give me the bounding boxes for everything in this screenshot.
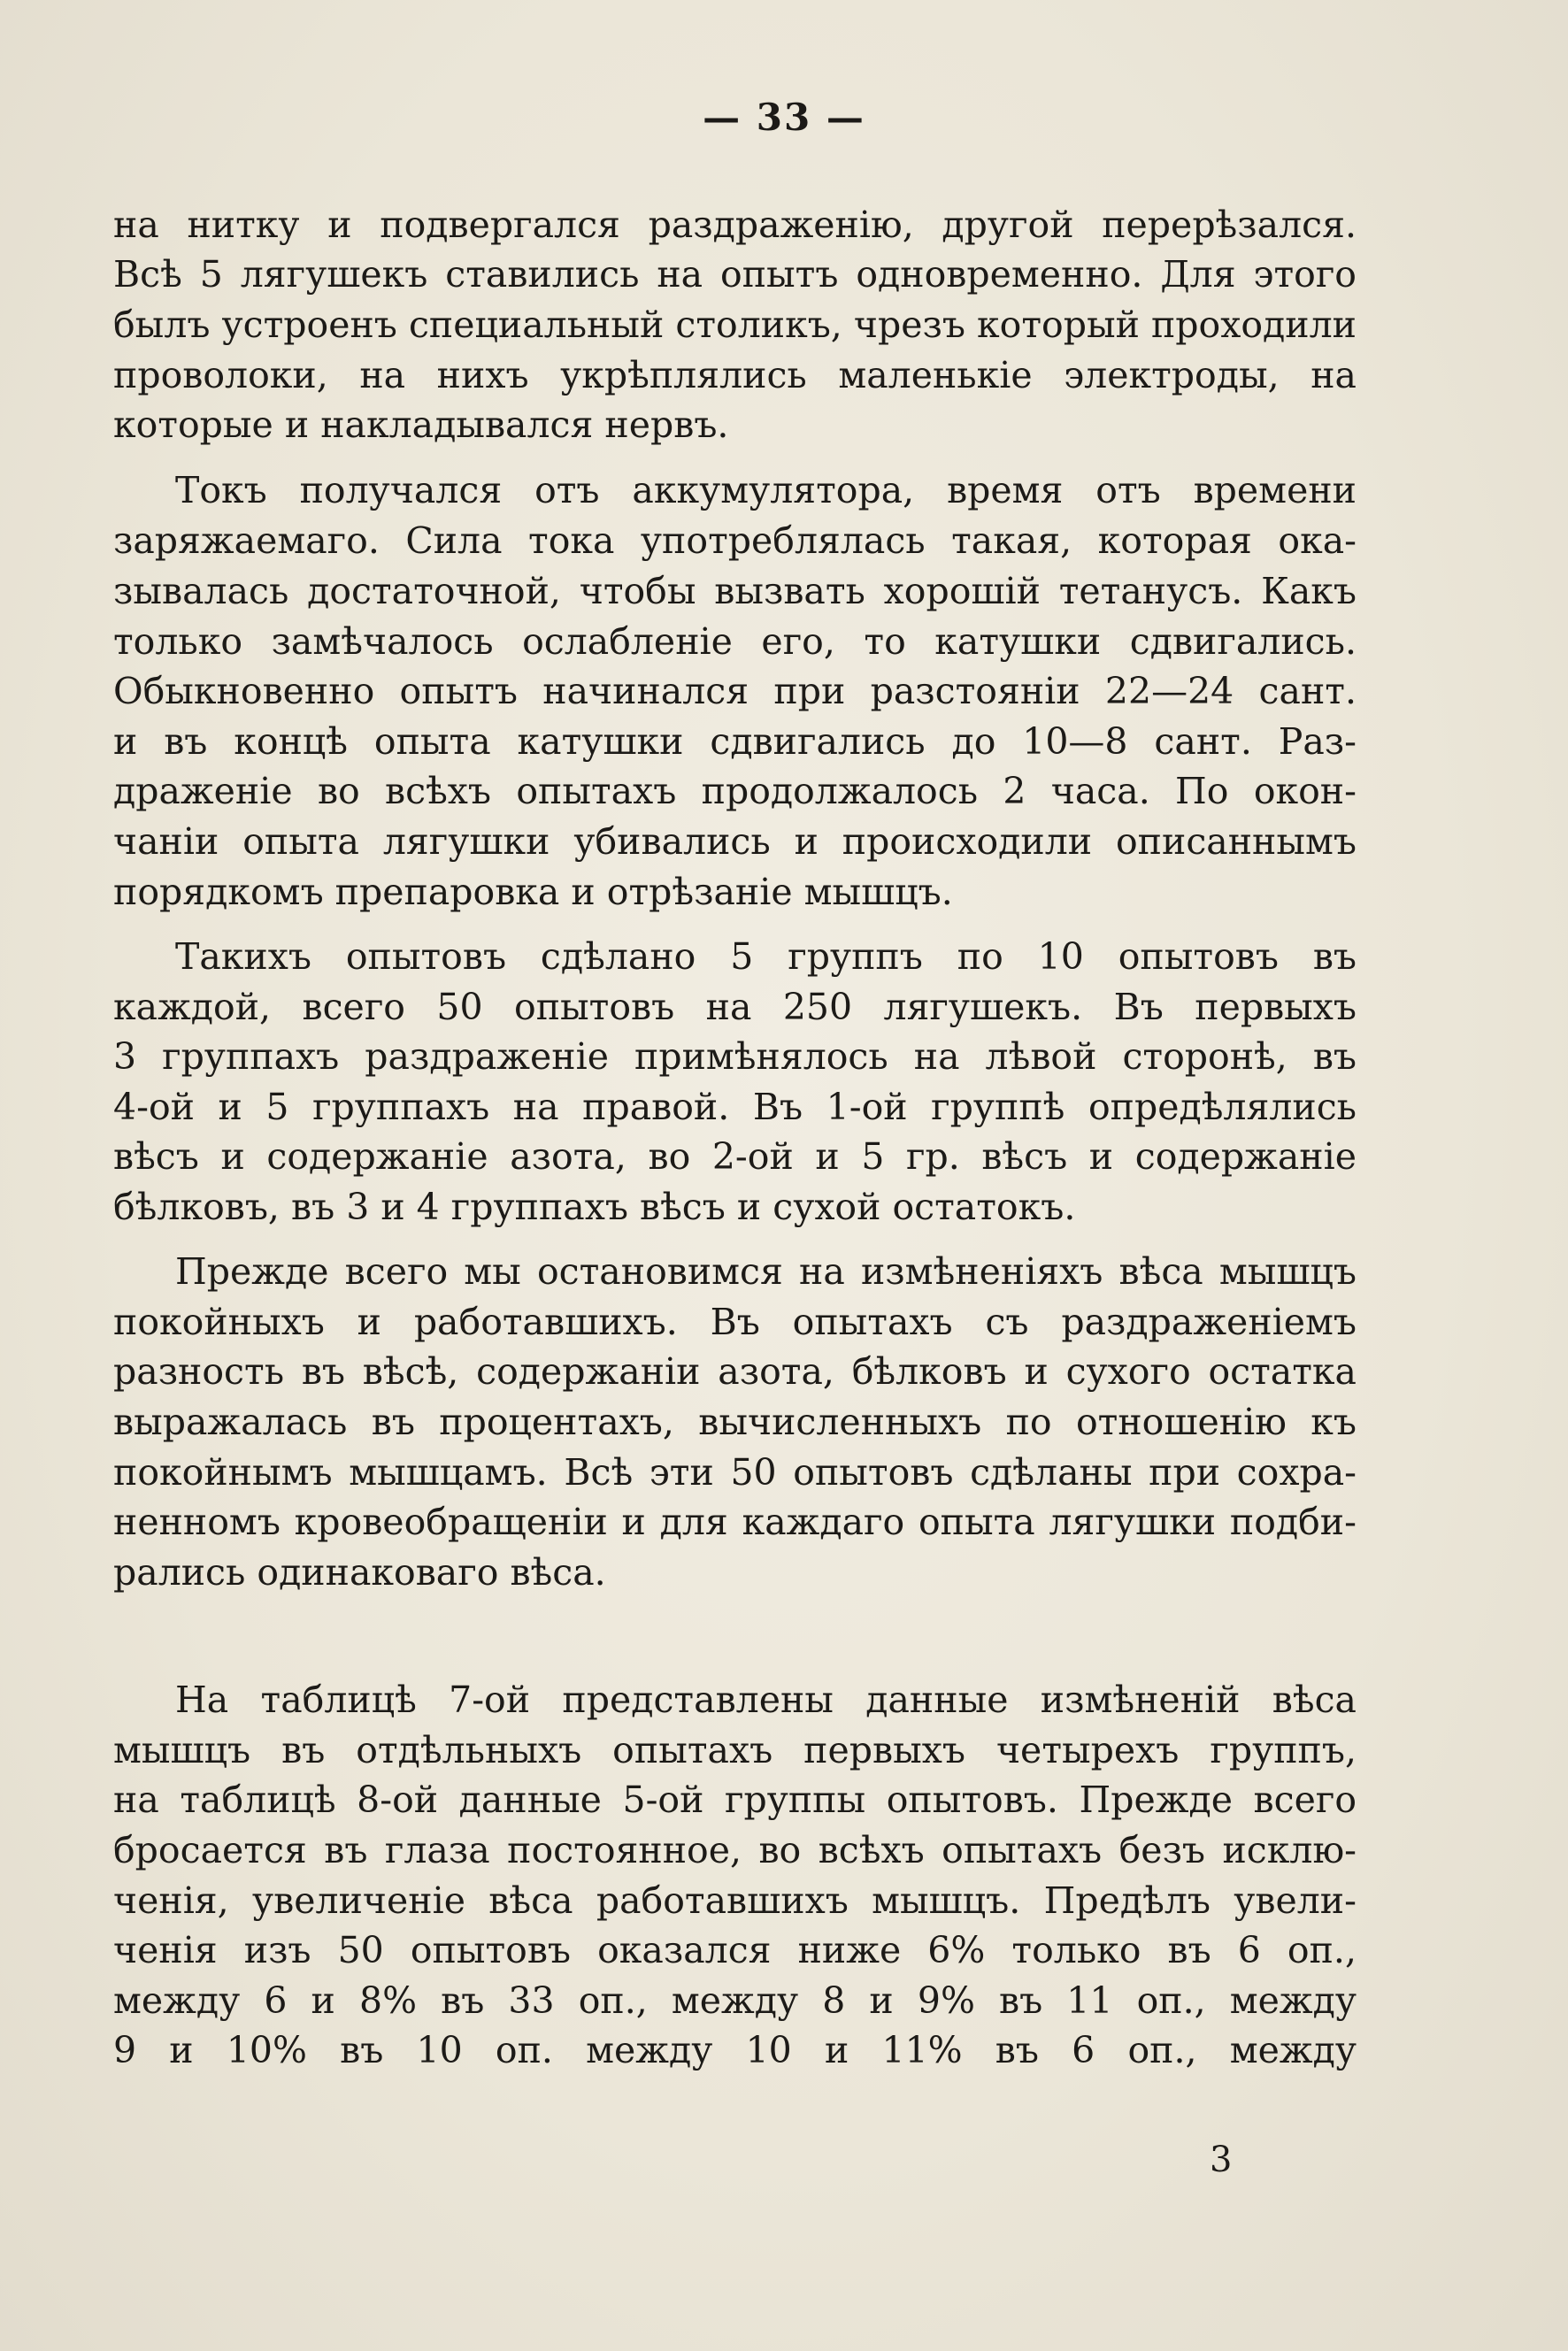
text-line: ченія изъ 50 опытовъ оказался ниже 6% только въ 6 оп., xyxy=(113,1929,1357,1971)
text-line: 9 и 10% въ 10 оп. между 10 и 11% въ 6 оп., между xyxy=(113,2029,1357,2071)
text-line: и въ концѣ опыта катушки сдвигались до 10—8 сант. Раз- xyxy=(113,720,1357,763)
signature-mark: 3 xyxy=(1210,2140,1233,2180)
text-line: ченія, увеличеніе вѣса работавшихъ мышцъ. Предѣлъ увели- xyxy=(113,1879,1357,1922)
text-line: проволоки, на нихъ укрѣплялись маленькіе электроды, на xyxy=(113,354,1357,396)
text-line: заряжаемаго. Сила тока употреблялась такая, которая ока- xyxy=(113,519,1357,562)
text-line: Токъ получался отъ аккумулятора, время отъ времени xyxy=(175,469,1357,511)
text-line: зывалась достаточной, чтобы вызвать хорошій тетанусъ. Какъ xyxy=(113,570,1357,612)
page-number: — 33 — xyxy=(703,96,865,139)
text-line: только замѣчалось ослабленіе его, то катушки сдвигались. xyxy=(113,620,1357,663)
text-line: бѣлковъ, въ 3 и 4 группахъ вѣсъ и сухой остатокъ. xyxy=(113,1186,1076,1228)
text-line: на нитку и подвергался раздраженію, другой перерѣзался. xyxy=(113,204,1357,246)
text-line: чаніи опыта лягушки убивались и происходили описаннымъ xyxy=(113,820,1357,863)
text-line: 4-ой и 5 группахъ на правой. Въ 1-ой группѣ опредѣлялись xyxy=(113,1086,1357,1128)
text-line: Обыкновенно опытъ начинался при разстояніи 22—24 сант. xyxy=(113,670,1357,712)
text-line: мышцъ въ отдѣльныхъ опытахъ первыхъ четырехъ группъ, xyxy=(113,1729,1357,1771)
text-line: рались одинаковаго вѣса. xyxy=(113,1551,606,1594)
text-line: На таблицѣ 7-ой представлены данные измѣненій вѣса xyxy=(175,1679,1357,1721)
text-line: вѣсъ и содержаніе азота, во 2-ой и 5 гр. вѣсъ и содержаніе xyxy=(113,1135,1357,1178)
text-line: бросается въ глаза постоянное, во всѣхъ опытахъ безъ исклю- xyxy=(113,1829,1357,1871)
text-line: на таблицѣ 8-ой данные 5-ой группы опытовъ. Прежде всего xyxy=(113,1779,1357,1821)
text-line: Прежде всего мы остановимся на измѣненіяхъ вѣса мышцъ xyxy=(175,1250,1357,1293)
text-line: между 6 и 8% въ 33 оп., между 8 и 9% въ 11 оп., между xyxy=(113,1979,1357,2022)
text-line: покойнымъ мышцамъ. Всѣ эти 50 опытовъ сдѣланы при сохра- xyxy=(113,1451,1357,1494)
text-line: каждой, всего 50 опытовъ на 250 лягушекъ. Въ первыхъ xyxy=(113,986,1357,1028)
text-line: разность въ вѣсѣ, содержаніи азота, бѣлковъ и сухого остатка xyxy=(113,1350,1357,1393)
text-line: драженіе во всѣхъ опытахъ продолжалось 2 часа. По окон- xyxy=(113,770,1357,812)
text-line: выражалась въ процентахъ, вычисленныхъ по отношенію къ xyxy=(113,1401,1357,1443)
text-line: 3 группахъ раздраженіе примѣнялось на лѣвой сторонѣ, въ xyxy=(113,1035,1357,1078)
text-line: былъ устроенъ специальный столикъ, чрезъ который проходили xyxy=(113,303,1357,346)
text-line: Такихъ опытовъ сдѣлано 5 группъ по 10 опытовъ въ xyxy=(175,935,1357,978)
text-line: Всѣ 5 лягушекъ ставились на опытъ одновременно. Для этого xyxy=(113,253,1357,296)
text-line: порядкомъ препаровка и отрѣзаніе мышцъ. xyxy=(113,871,953,913)
text-line: которые и накладывался нервъ. xyxy=(113,403,729,446)
text-line: ненномъ кровеобращеніи и для каждаго опыта лягушки подби- xyxy=(113,1501,1357,1543)
text-line: покойныхъ и работавшихъ. Въ опытахъ съ раздраженіемъ xyxy=(113,1301,1357,1343)
